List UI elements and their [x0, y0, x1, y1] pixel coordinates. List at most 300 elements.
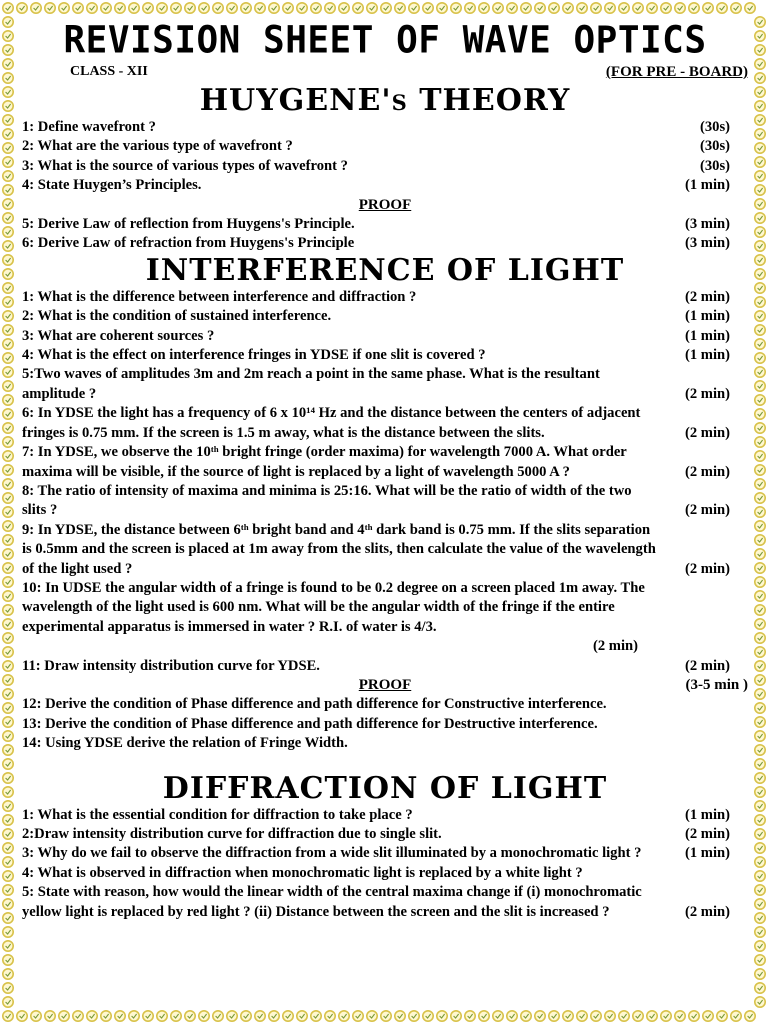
border-ring-ornament [755, 857, 765, 867]
border-ring-ornament [755, 353, 765, 363]
border-ring-ornament [755, 437, 765, 447]
border-check-ornament [6, 748, 11, 752]
border-ring-ornament [755, 829, 765, 839]
border-check-ornament [608, 1014, 613, 1018]
border-check-ornament [6, 188, 11, 192]
border-ring-ornament [755, 367, 765, 377]
border-check-ornament [650, 1014, 655, 1018]
border-ring-ornament [115, 3, 125, 13]
border-ring-ornament [755, 563, 765, 573]
border-check-ornament [758, 958, 763, 962]
question-item: 2:Draw intensity distribution curve for diffraction due to single slit. (2 min) [22, 826, 730, 842]
border-check-ornament [758, 678, 763, 682]
question-item: 6: Derive Law of refraction from Huygens's Principle (3 min) [22, 235, 730, 252]
border-ring-ornament [3, 3, 13, 13]
border-check-ornament [758, 104, 763, 108]
border-ring-ornament [605, 1011, 615, 1021]
border-check-ornament [6, 902, 11, 906]
border-check-ornament [496, 6, 501, 10]
border-ring-ornament [3, 171, 13, 181]
border-check-ornament [398, 1014, 403, 1018]
border-check-ornament [384, 1014, 389, 1018]
border-check-ornament [758, 482, 763, 486]
border-check-ornament [6, 888, 11, 892]
border-ring-ornament [745, 3, 755, 13]
border-ring-ornament [755, 171, 765, 181]
border-ring-ornament [755, 283, 765, 293]
border-ring-ornament [755, 969, 765, 979]
question-item: 5: Derive Law of reflection from Huygens's Principle. (3 min) [22, 216, 730, 233]
border-check-ornament [76, 6, 81, 10]
border-check-ornament [758, 762, 763, 766]
border-check-ornament [6, 818, 11, 822]
border-check-ornament [6, 216, 11, 220]
border-ring-ornament [479, 1011, 489, 1021]
section-title-huygens: HUYGENE's THEORY [199, 83, 571, 118]
border-ring-ornament [311, 3, 321, 13]
border-check-ornament [314, 1014, 319, 1018]
border-check-ornament [758, 258, 763, 262]
border-ring-ornament [563, 3, 573, 13]
border-ring-ornament [143, 3, 153, 13]
border-check-ornament [758, 496, 763, 500]
border-check-ornament [328, 6, 333, 10]
border-ring-ornament [755, 115, 765, 125]
border-check-ornament [758, 174, 763, 178]
border-ring-ornament [3, 703, 13, 713]
border-ring-ornament [755, 409, 765, 419]
border-check-ornament [758, 356, 763, 360]
border-ring-ornament [3, 409, 13, 419]
border-ring-ornament [3, 101, 13, 111]
border-check-ornament [272, 1014, 277, 1018]
border-check-ornament [6, 986, 11, 990]
border-check-ornament [6, 104, 11, 108]
border-check-ornament [398, 6, 403, 10]
border-ring-ornament [3, 983, 13, 993]
border-ring-ornament [577, 3, 587, 13]
border-check-ornament [758, 1000, 763, 1004]
border-check-ornament [6, 874, 11, 878]
border-ring-ornament [3, 689, 13, 699]
border-check-ornament [636, 6, 641, 10]
border-check-ornament [6, 608, 11, 612]
border-ring-ornament [157, 1011, 167, 1021]
border-ring-ornament [45, 1011, 55, 1021]
border-check-ornament [48, 1014, 53, 1018]
question-item: 3: What is the source of various types of wavefront ? (30s) [22, 157, 730, 174]
border-check-ornament [758, 832, 763, 836]
border-ring-ornament [3, 367, 13, 377]
border-ring-ornament [745, 1011, 755, 1021]
border-check-ornament [20, 6, 25, 10]
border-check-ornament [356, 1014, 361, 1018]
border-ring-ornament [241, 3, 251, 13]
border-check-ornament [622, 6, 627, 10]
border-check-ornament [622, 1014, 627, 1018]
border-check-ornament [758, 426, 763, 430]
border-ring-ornament [731, 3, 741, 13]
border-check-ornament [146, 6, 151, 10]
border-check-ornament [524, 1014, 529, 1018]
border-ring-ornament [755, 983, 765, 993]
question-item: 1: What is the essential condition for diffraction to take place ? (1 min) [22, 806, 730, 823]
border-check-ornament [258, 6, 263, 10]
border-ring-ornament [755, 157, 765, 167]
border-ring-ornament [395, 3, 405, 13]
border-check-ornament [6, 1000, 11, 1004]
border-ring-ornament [409, 3, 419, 13]
border-ring-ornament [3, 87, 13, 97]
border-ring-ornament [339, 1011, 349, 1021]
border-check-ornament [426, 1014, 431, 1018]
border-check-ornament [6, 930, 11, 934]
border-check-ornament [412, 6, 417, 10]
question-item: 1: What is the difference between interference and diffraction ? (2 min) [22, 288, 730, 305]
border-check-ornament [160, 6, 165, 10]
border-check-ornament [552, 6, 557, 10]
border-check-ornament [6, 958, 11, 962]
border-ring-ornament [171, 3, 181, 13]
border-check-ornament [678, 1014, 683, 1018]
border-check-ornament [6, 972, 11, 976]
border-ring-ornament [73, 1011, 83, 1021]
question-item: 7: In YDSE, we observe the 10ᵗʰ bright fringe (order maxima) for wavelength 7000 A. What order maxima will be visible, if the source of light is replaced by a light of wavelength 5000 A ? (2 min) [22, 444, 730, 480]
border-check-ornament [174, 6, 179, 10]
question-item: 2: What is the condition of sustained interference. (1 min) [22, 308, 730, 325]
border-ring-ornament [755, 619, 765, 629]
border-check-ornament [6, 34, 11, 38]
section-title-interference: INTERFERENCE OF LIGHT [145, 252, 625, 288]
border-check-ornament [6, 692, 11, 696]
border-ring-ornament [3, 619, 13, 629]
border-ring-ornament [755, 731, 765, 741]
border-check-ornament [230, 6, 235, 10]
border-check-ornament [566, 6, 571, 10]
border-check-ornament [758, 342, 763, 346]
border-check-ornament [468, 1014, 473, 1018]
border-ring-ornament [755, 339, 765, 349]
border-ring-ornament [3, 647, 13, 657]
border-check-ornament [6, 832, 11, 836]
border-ring-ornament [493, 3, 503, 13]
border-check-ornament [6, 328, 11, 332]
border-ring-ornament [755, 395, 765, 405]
border-check-ornament [6, 244, 11, 248]
border-ring-ornament [689, 1011, 699, 1021]
border-check-ornament [594, 1014, 599, 1018]
border-ring-ornament [3, 465, 13, 475]
border-check-ornament [758, 398, 763, 402]
border-ring-ornament [73, 3, 83, 13]
border-check-ornament [6, 790, 11, 794]
border-check-ornament [146, 1014, 151, 1018]
border-check-ornament [6, 664, 11, 668]
border-check-ornament [342, 6, 347, 10]
border-ring-ornament [755, 941, 765, 951]
border-ring-ornament [437, 3, 447, 13]
border-check-ornament [510, 6, 515, 10]
border-check-ornament [758, 132, 763, 136]
border-ring-ornament [199, 3, 209, 13]
border-ring-ornament [3, 759, 13, 769]
border-ring-ornament [479, 3, 489, 13]
border-check-ornament [482, 1014, 487, 1018]
border-check-ornament [6, 314, 11, 318]
border-ring-ornament [755, 633, 765, 643]
border-check-ornament [482, 6, 487, 10]
border-check-ornament [758, 328, 763, 332]
border-check-ornament [758, 454, 763, 458]
border-ring-ornament [31, 3, 41, 13]
border-ring-ornament [755, 815, 765, 825]
proof-heading: PROOF (3-5 min ) [358, 676, 748, 693]
border-ring-ornament [3, 605, 13, 615]
border-ring-ornament [367, 1011, 377, 1021]
border-check-ornament [758, 608, 763, 612]
border-check-ornament [758, 272, 763, 276]
border-check-ornament [6, 300, 11, 304]
border-check-ornament [758, 552, 763, 556]
question-item: 11: Draw intensity distribution curve for YDSE. (2 min) [22, 657, 730, 674]
border-ring-ornament [3, 353, 13, 363]
border-check-ornament [758, 986, 763, 990]
border-check-ornament [356, 6, 361, 10]
border-ring-ornament [3, 535, 13, 545]
page-title: REVISION SHEET OF WAVE OPTICS [63, 18, 707, 62]
border-ring-ornament [3, 549, 13, 559]
border-ring-ornament [3, 479, 13, 489]
border-check-ornament [758, 804, 763, 808]
border-ring-ornament [3, 269, 13, 279]
border-ring-ornament [3, 675, 13, 685]
border-ring-ornament [703, 3, 713, 13]
border-check-ornament [758, 902, 763, 906]
border-ring-ornament [755, 549, 765, 559]
question-item: 12: Derive the condition of Phase difference and path difference for Constructive interference. [22, 696, 607, 713]
border-ring-ornament [755, 997, 765, 1007]
border-ring-ornament [755, 45, 765, 55]
border-ring-ornament [755, 913, 765, 923]
border-check-ornament [758, 90, 763, 94]
border-ring-ornament [17, 3, 27, 13]
border-ring-ornament [3, 731, 13, 741]
border-check-ornament [758, 888, 763, 892]
border-ring-ornament [755, 927, 765, 937]
border-ring-ornament [549, 3, 559, 13]
border-check-ornament [758, 636, 763, 640]
border-check-ornament [6, 622, 11, 626]
border-check-ornament [6, 636, 11, 640]
border-ring-ornament [755, 73, 765, 83]
border-ring-ornament [755, 647, 765, 657]
border-check-ornament [758, 384, 763, 388]
border-check-ornament [748, 6, 753, 10]
border-ring-ornament [717, 1011, 727, 1021]
border-ring-ornament [3, 311, 13, 321]
border-ring-ornament [755, 745, 765, 755]
border-ring-ornament [437, 1011, 447, 1021]
border-check-ornament [566, 1014, 571, 1018]
border-check-ornament [342, 1014, 347, 1018]
border-check-ornament [758, 720, 763, 724]
border-ring-ornament [59, 3, 69, 13]
border-check-ornament [34, 6, 39, 10]
border-check-ornament [706, 1014, 711, 1018]
border-ring-ornament [633, 1011, 643, 1021]
border-check-ornament [34, 1014, 39, 1018]
border-check-ornament [758, 930, 763, 934]
border-check-ornament [188, 1014, 193, 1018]
question-item: 4: What is observed in diffraction when monochromatic light is replaced by a white light ? [22, 864, 583, 881]
border-check-ornament [758, 510, 763, 514]
border-check-ornament [426, 6, 431, 10]
border-check-ornament [230, 1014, 235, 1018]
border-ring-ornament [619, 1011, 629, 1021]
border-ring-ornament [3, 437, 13, 447]
border-ring-ornament [115, 1011, 125, 1021]
border-check-ornament [76, 1014, 81, 1018]
border-check-ornament [758, 202, 763, 206]
border-check-ornament [300, 6, 305, 10]
border-check-ornament [6, 510, 11, 514]
border-ring-ornament [755, 325, 765, 335]
border-ring-ornament [755, 255, 765, 265]
border-check-ornament [6, 762, 11, 766]
border-check-ornament [664, 6, 669, 10]
border-ring-ornament [325, 3, 335, 13]
border-check-ornament [678, 6, 683, 10]
border-ring-ornament [87, 1011, 97, 1021]
border-ring-ornament [3, 507, 13, 517]
border-ring-ornament [45, 3, 55, 13]
border-ring-ornament [3, 801, 13, 811]
border-check-ornament [6, 552, 11, 556]
border-ring-ornament [755, 199, 765, 209]
question-item: 10: In UDSE the angular width of a fringe is found to be 0.2 degree on a screen placed 1m away. The wavelength of the light used is 600 nm. What will be the angular width of the fringe if the entire experimental apparatus is immersed in water ? R.I. of water is 4/3. (2 min) [22, 579, 645, 655]
border-check-ornament [6, 944, 11, 948]
border-check-ornament [6, 496, 11, 500]
border-ring-ornament [755, 661, 765, 671]
border-check-ornament [132, 1014, 137, 1018]
border-ring-ornament [755, 143, 765, 153]
border-ring-ornament [3, 493, 13, 503]
border-check-ornament [440, 6, 445, 10]
border-check-ornament [286, 1014, 291, 1018]
border-check-ornament [6, 916, 11, 920]
border-check-ornament [6, 426, 11, 430]
border-ring-ornament [755, 227, 765, 237]
border-check-ornament [6, 384, 11, 388]
border-check-ornament [758, 790, 763, 794]
border-check-ornament [758, 538, 763, 542]
border-ring-ornament [755, 381, 765, 391]
border-check-ornament [6, 230, 11, 234]
border-check-ornament [6, 720, 11, 724]
border-ring-ornament [675, 3, 685, 13]
question-item: 5:Two waves of amplitudes 3m and 2m reach a point in the same phase. What is the resultant amplitude ? (2 min) [22, 366, 730, 402]
border-ring-ornament [755, 577, 765, 587]
border-check-ornament [594, 6, 599, 10]
header-meta [22, 64, 748, 84]
border-check-ornament [118, 6, 123, 10]
border-check-ornament [758, 216, 763, 220]
question-item: 5: State with reason, how would the linear width of the central maxima change if (i) monochromatic yellow light is replaced by red light ? (ii) Distance between the screen and the slit is increased ? (2 min) [22, 884, 730, 920]
border-check-ornament [6, 146, 11, 150]
border-ring-ornament [591, 3, 601, 13]
border-ring-ornament [755, 59, 765, 69]
border-check-ornament [758, 468, 763, 472]
border-ring-ornament [521, 1011, 531, 1021]
border-check-ornament [524, 6, 529, 10]
border-check-ornament [758, 34, 763, 38]
border-check-ornament [538, 6, 543, 10]
border-ring-ornament [3, 423, 13, 433]
border-ring-ornament [521, 3, 531, 13]
border-check-ornament [6, 398, 11, 402]
border-ring-ornament [755, 129, 765, 139]
border-ring-ornament [3, 325, 13, 335]
border-ring-ornament [755, 465, 765, 475]
border-ring-ornament [3, 857, 13, 867]
border-check-ornament [758, 524, 763, 528]
border-check-ornament [6, 160, 11, 164]
border-check-ornament [692, 6, 697, 10]
border-check-ornament [758, 860, 763, 864]
border-check-ornament [300, 1014, 305, 1018]
border-ring-ornament [755, 451, 765, 461]
border-check-ornament [160, 1014, 165, 1018]
border-check-ornament [758, 944, 763, 948]
border-check-ornament [440, 1014, 445, 1018]
border-ring-ornament [755, 521, 765, 531]
border-ring-ornament [31, 1011, 41, 1021]
border-ring-ornament [755, 899, 765, 909]
border-ring-ornament [755, 185, 765, 195]
border-check-ornament [758, 776, 763, 780]
border-ring-ornament [3, 913, 13, 923]
section-title-diffraction: DIFFRACTION OF LIGHT [162, 770, 608, 806]
border-ring-ornament [3, 563, 13, 573]
border-ring-ornament [297, 1011, 307, 1021]
border-ring-ornament [755, 101, 765, 111]
border-ring-ornament [381, 1011, 391, 1021]
border-check-ornament [758, 650, 763, 654]
border-check-ornament [6, 174, 11, 178]
border-check-ornament [328, 1014, 333, 1018]
border-ring-ornament [3, 73, 13, 83]
border-ring-ornament [3, 115, 13, 125]
border-ring-ornament [297, 3, 307, 13]
border-check-ornament [286, 6, 291, 10]
question-item: 4: State Huygen’s Principles. (1 min) [22, 177, 730, 194]
border-check-ornament [6, 20, 11, 24]
border-check-ornament [6, 846, 11, 850]
border-check-ornament [6, 454, 11, 458]
border-ring-ornament [507, 3, 517, 13]
border-ring-ornament [395, 1011, 405, 1021]
border-ring-ornament [3, 997, 13, 1007]
border-check-ornament [706, 6, 711, 10]
border-check-ornament [6, 412, 11, 416]
border-ring-ornament [755, 759, 765, 769]
border-ring-ornament [255, 1011, 265, 1021]
border-check-ornament [6, 132, 11, 136]
border-check-ornament [188, 6, 193, 10]
border-check-ornament [272, 6, 277, 10]
border-ring-ornament [129, 1011, 139, 1021]
border-ring-ornament [59, 1011, 69, 1021]
